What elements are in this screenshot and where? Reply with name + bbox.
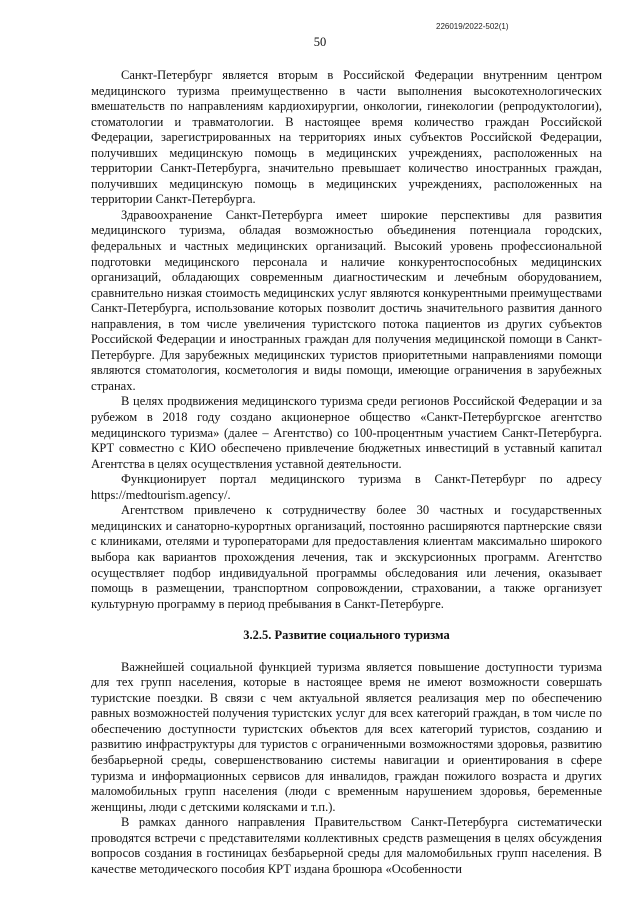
paragraph-agency-partners: Агентством привлечено к сотрудничеству более 30 частных и государственных медицинских и санаторно-курортных организаций, постоянно расширяются партнерские связи с клиниками, отелями и туроператорами для предоставления клиентам максимально широкого выбора как вариантов прохождения лечения, так и экскурсионных программ. Агентство осуществляет подбор индивидуальной программы обследования или лечения, оказывает помощь в размещении, транспортном сопровождении, страховании, а также организует культурную программу в период пребывания в Санкт-Петербурге.	[91, 503, 602, 611]
paragraph-portal: Функционирует портал медицинского туризма в Санкт-Петербург по адресу https://medtourism.agency/.	[91, 472, 602, 502]
page-number: 50	[313, 35, 327, 49]
paragraph-medical-tourism-center: Санкт-Петербург является вторым в Российской Федерации внутренним центром медицинского туризма преимущественно в части выполнения высокотехнологических вмешательств по направлениям кардиохирургии, онкологии, гинекологии (репродуктологии), стоматологии и травматологии. В настоящее время количество граждан Российской Федерации, зарегистрированных на территориях иных субъектов Российской Федерации, получивших медицинскую помощь в медицинских учреждениях, расположенных на территории Санкт-Петербурга, значительно превышает количество иностранных граждан, получивших медицинскую помощь в медицинских учреждениях, расположенных на территории Санкт-Петербурга.	[91, 68, 602, 207]
paragraph-healthcare-prospects: Здравоохранение Санкт-Петербурга имеет широкие перспективы для развития медицинского туризма, обладая возможностью объединения потенциала городских, федеральных и частных медицинских организаций. Высокий уровень профессиональной подготовки медицинского персонала и наличие конкурентоспособных медицинских организаций, обладающих современным диагностическим и лечебным оборудованием, сравнительно низкая стоимость медицинских услуг являются конкурентными преимуществами Санкт-Петербурга, использование которых позволит достичь значительного развития данного направления, в том числе увеличения туристского потока пациентов из других субъектов Российской Федерации и иностранных граждан для получения медицинской помощи в Санкт-Петербурге. Для зарубежных медицинских туристов приоритетными направлениями помощи являются стоматология, косметология и виды помощи, имеющие ограничения в зарубежных странах.	[91, 207, 602, 393]
paragraph-agency-creation: В целях продвижения медицинского туризма среди регионов Российской Федерации и за рубежом в 2018 году создано акционерное общество «Санкт-Петербургское агентство медицинского туризма» (далее – Агентство) со 100-процентным участием Санкт-Петербурга. КРТ совместно с КИО обеспечено привлечение бюджетных инвестиций в уставный капитал Агентства в целях осуществления уставной деятельности.	[91, 394, 602, 471]
paragraph-government-meetings: В рамках данного направления Правительством Санкт-Петербурга систематически проводятся встречи с представителями коллективных средств размещения в целях обсуждения вопросов создания в гостиницах безбарьерной среды для маломобильных групп населения. В качестве методического пособия КРТ издана брошюра «Особенности	[91, 815, 602, 876]
document-id: 226019/2022-502(1)	[436, 22, 509, 31]
document-body	[91, 68, 602, 877]
paragraph-social-function: Важнейшей социальной функцией туризма является повышение доступности туризма для тех групп населения, которые в настоящее время не имеют возможности совершать туристские поездки. В связи с чем актуальной является реализация мер по обеспечению равных возможностей получения туристских услуг для всех категорий граждан, в том числе по обеспечению доступности туристских объектов для всех категорий туристов, созданию и развитию инфраструктуры для туристов с ограниченными возможностями здоровья, развитию безбарьерной среды, совершенствованию системы навигации и ориентирования в сфере туризма и информационных сервисов для инвалидов, граждан пожилого возраста и других маломобильных групп населения (люди с временным нарушением здоровья, беременные женщины, люди с детскими колясками и т.п.).	[91, 659, 602, 814]
section-heading: 3.2.5. Развитие социального туризма	[243, 628, 450, 643]
